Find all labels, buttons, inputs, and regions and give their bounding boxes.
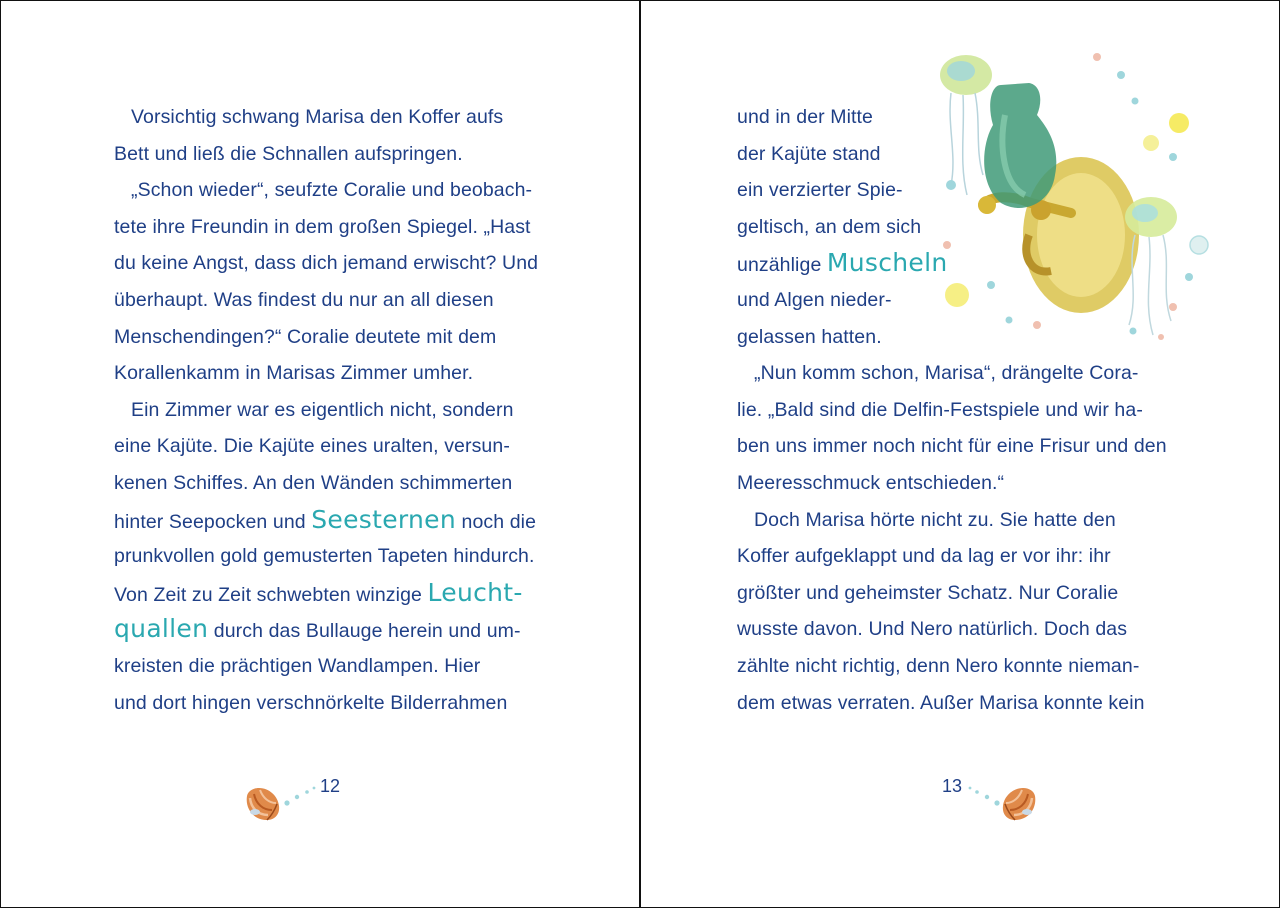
text-segment: wusste davon. Und Nero natürlich. Doch das [737,618,1128,641]
highlighted-word: quallen [114,614,209,644]
highlighted-word: Seesternen [311,504,456,534]
text-segment: kreisten die prächtigen Wandlampen. Hier [114,655,481,677]
jellyfish-mirror-illustration [921,45,1221,345]
text-line [114,614,521,644]
bubble-dots [967,783,1003,809]
text-segment: größter und geheimster Schatz. Nur Coralie [737,581,1119,604]
text-segment: Von Zeit zu Zeit schwebten winzige [114,583,428,606]
text-line [737,105,873,129]
text-segment: und dort hingen verschnörkelte Bilderrahmen [114,691,508,714]
text-segment: gelassen hatten. [737,325,882,348]
text-line [754,361,1138,385]
text-line [114,471,512,495]
text-segment: ein verzierter Spie- [737,179,903,202]
text-segment: „Nun komm schon, Marisa“, drängelte Cora- [754,362,1139,385]
text-segment: lie. „Bald sind die Delfin-Festspiele und wir ha- [737,398,1143,421]
text-segment: Meeresschmuck entschieden.“ [737,472,1005,494]
text-segment: Menschendingen?“ Coralie deutete mit dem [114,325,497,348]
seashell-icon [999,782,1041,824]
bubble-dots [281,783,317,809]
text-segment: und Algen nieder- [737,289,892,311]
text-line [737,325,882,349]
text-line [114,504,537,534]
text-line [114,691,507,715]
text-segment: tete ihre Freundin in dem großen Spiegel. „Hast [114,215,531,238]
text-line [737,581,1118,605]
seashell-icon [241,782,283,824]
text-line [114,361,473,385]
text-segment: Vorsichtig schwang Marisa den Koffer aufs [131,106,504,128]
text-segment: der Kajüte stand [737,142,881,165]
text-line [131,178,532,202]
right-page [641,1,1279,907]
text-line [114,142,463,166]
text-segment: Bett und ließ die Schnallen aufspringen. [114,142,463,165]
text-segment: geltisch, an dem sich [737,215,922,238]
text-line [737,544,1111,568]
text-segment: kenen Schiffes. An den Wänden schimmerten [114,472,513,494]
text-line [737,178,903,202]
text-line [737,617,1127,641]
text-line [737,654,1139,678]
text-segment: „Schon wieder“, seufzte Coralie und beobach- [131,179,533,202]
text-segment: Korallenkamm in Marisas Zimmer umher. [114,362,474,385]
highlighted-word: Leucht- [427,577,523,607]
text-line [737,288,892,312]
text-segment: zählte nicht richtig, denn Nero konnte nieman- [737,655,1140,677]
text-segment: ben uns immer noch nicht für eine Frisur und den [737,435,1167,458]
text-segment: dem etwas verraten. Außer Marisa konnte kein [737,691,1145,714]
text-line [737,471,1004,495]
text-segment: und in der Mitte [737,106,874,128]
text-line [737,142,881,166]
text-segment: durch das Bullauge herein und um- [208,620,521,643]
text-segment: prunkvollen gold gemusterten Tapeten hindurch. [114,545,535,568]
text-segment: hinter Seepocken und [114,510,312,533]
text-line [131,398,514,422]
text-line [737,215,921,239]
text-segment: du keine Angst, dass dich jemand erwischt? Und [114,252,539,275]
text-line [131,105,503,129]
text-segment: eine Kajüte. Die Kajüte eines uralten, versun- [114,435,510,458]
text-line [737,434,1167,458]
text-segment: überhaupt. Was findest du nur an all diesen [114,289,494,311]
text-line [737,398,1143,422]
text-line [114,577,523,607]
text-line [114,544,535,568]
text-segment: Koffer aufgeklappt und da lag er vor ihr: ihr [737,545,1111,568]
left-page [1,1,639,907]
text-line [737,248,948,278]
text-line [114,434,510,458]
text-line [114,288,494,312]
text-line [114,325,496,349]
text-line [754,508,1116,532]
text-line [114,251,538,275]
page-number-right: 13 [942,776,963,796]
text-segment: noch die [456,510,537,533]
text-segment: Doch Marisa hörte nicht zu. Sie hatte den [754,508,1116,531]
text-segment: unzählige [737,254,827,277]
text-line [114,654,480,678]
text-line [114,215,531,239]
text-segment: Ein Zimmer war es eigentlich nicht, sondern [131,398,514,421]
page-number-left: 12 [320,776,341,796]
highlighted-word: Muscheln [826,248,948,278]
text-line [737,691,1145,715]
